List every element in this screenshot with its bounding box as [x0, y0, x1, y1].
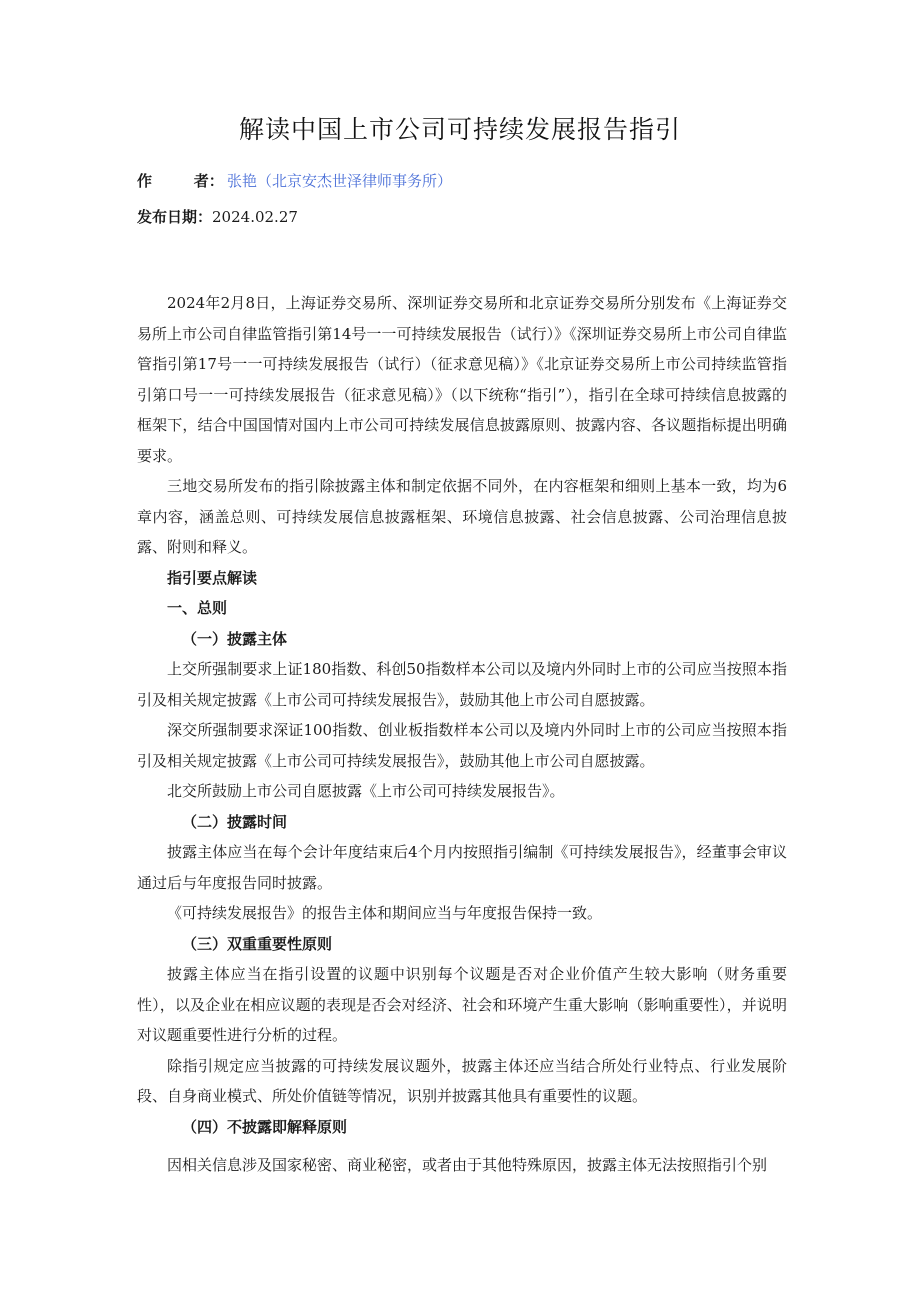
author-link[interactable]: 张艳（北京安杰世泽律师事务所） [227, 172, 453, 190]
paragraph: 《可持续发展报告》的报告主体和期间应当与年度报告保持一致。 [167, 904, 603, 922]
paragraph: 因相关信息涉及国家秘密、商业秘密，或者由于其他特殊原因，披露主体无法按照指引个别 [167, 1156, 768, 1174]
paragraph: 2024年2月8日，上海证券交易所、深圳证券交易所和北京证券交易所分别发布《上海证券交易所上市公司自律监管指引第14号一一可持续发展报告（试行）》《深圳证券交易所上市公司自律监管指引第17号一一可持续发展报告（试行）（征求意见稿）》《北京证券交易所上市公司持续监管指引第口号一一可持续发展报告（征求意见稿）》（以下统称“指引”），指引在全球可持续信息披露的框架下，结合中国国情对国内上市公司可持续发展信息披露原则、披露内容、各议题指标提出明确要求。 [137, 294, 787, 465]
paragraph: 三地交易所发布的指引除披露主体和制定依据不同外，在内容框架和细则上基本一致，均为6章内容，涵盖总则、可持续发展信息披露框架、环境信息披露、社会信息披露、公司治理信息披露、附则和释义。 [137, 477, 787, 556]
subsection-heading: （一）披露主体 [182, 629, 288, 648]
subsection-heading: （四）不披露即解释原则 [182, 1117, 348, 1136]
section-heading: 一、总则 [167, 599, 228, 617]
paragraph: 深交所强制要求深证100指数、创业板指数样本公司以及境内外同时上市的公司应当按照本指引及相关规定披露《上市公司可持续发展报告》，鼓励其他上市公司自愿披露。 [137, 721, 787, 770]
paragraph: 披露主体应当在指引设置的议题中识别每个议题是否对企业价值产生较大影响（财务重要性），以及企业在相应议题的表现是否会对经济、社会和环境产生重大影响（影响重要性），并说明对议题重要性进行分析的过程。 [137, 965, 787, 1044]
paragraph: 除指引规定应当披露的可持续发展议题外，披露主体还应当结合所处行业特点、行业发展阶段、自身商业模式、所处价值链等情况，识别并披露其他具有重要性的议题。 [137, 1056, 787, 1105]
paragraph: 上交所强制要求上证180指数、科创50指数样本公司以及境内外同时上市的公司应当按照本指引及相关规定披露《上市公司可持续发展报告》，鼓励其他上市公司自愿披露。 [137, 660, 787, 709]
section-heading: 指引要点解读 [167, 568, 258, 587]
paragraph: 披露主体应当在每个会计年度结束后4个月内按照指引编制《可持续发展报告》，经董事会审议通过后与年度报告同时披露。 [137, 843, 787, 892]
document-title: 解读中国上市公司可持续发展报告指引 [238, 115, 681, 144]
date-label: 发布日期： [137, 208, 213, 226]
publish-date: 2024.02.27 [212, 208, 298, 226]
article-body [137, 288, 787, 1181]
subsection-heading: （二）披露时间 [182, 812, 288, 831]
subsection-heading: （三）双重重要性原则 [182, 934, 333, 953]
paragraph: 北交所鼓励上市公司自愿披露《上市公司可持续发展报告》。 [167, 782, 565, 800]
author-line [137, 170, 452, 191]
author-label: 作 者： [137, 172, 224, 190]
date-line [137, 206, 298, 227]
